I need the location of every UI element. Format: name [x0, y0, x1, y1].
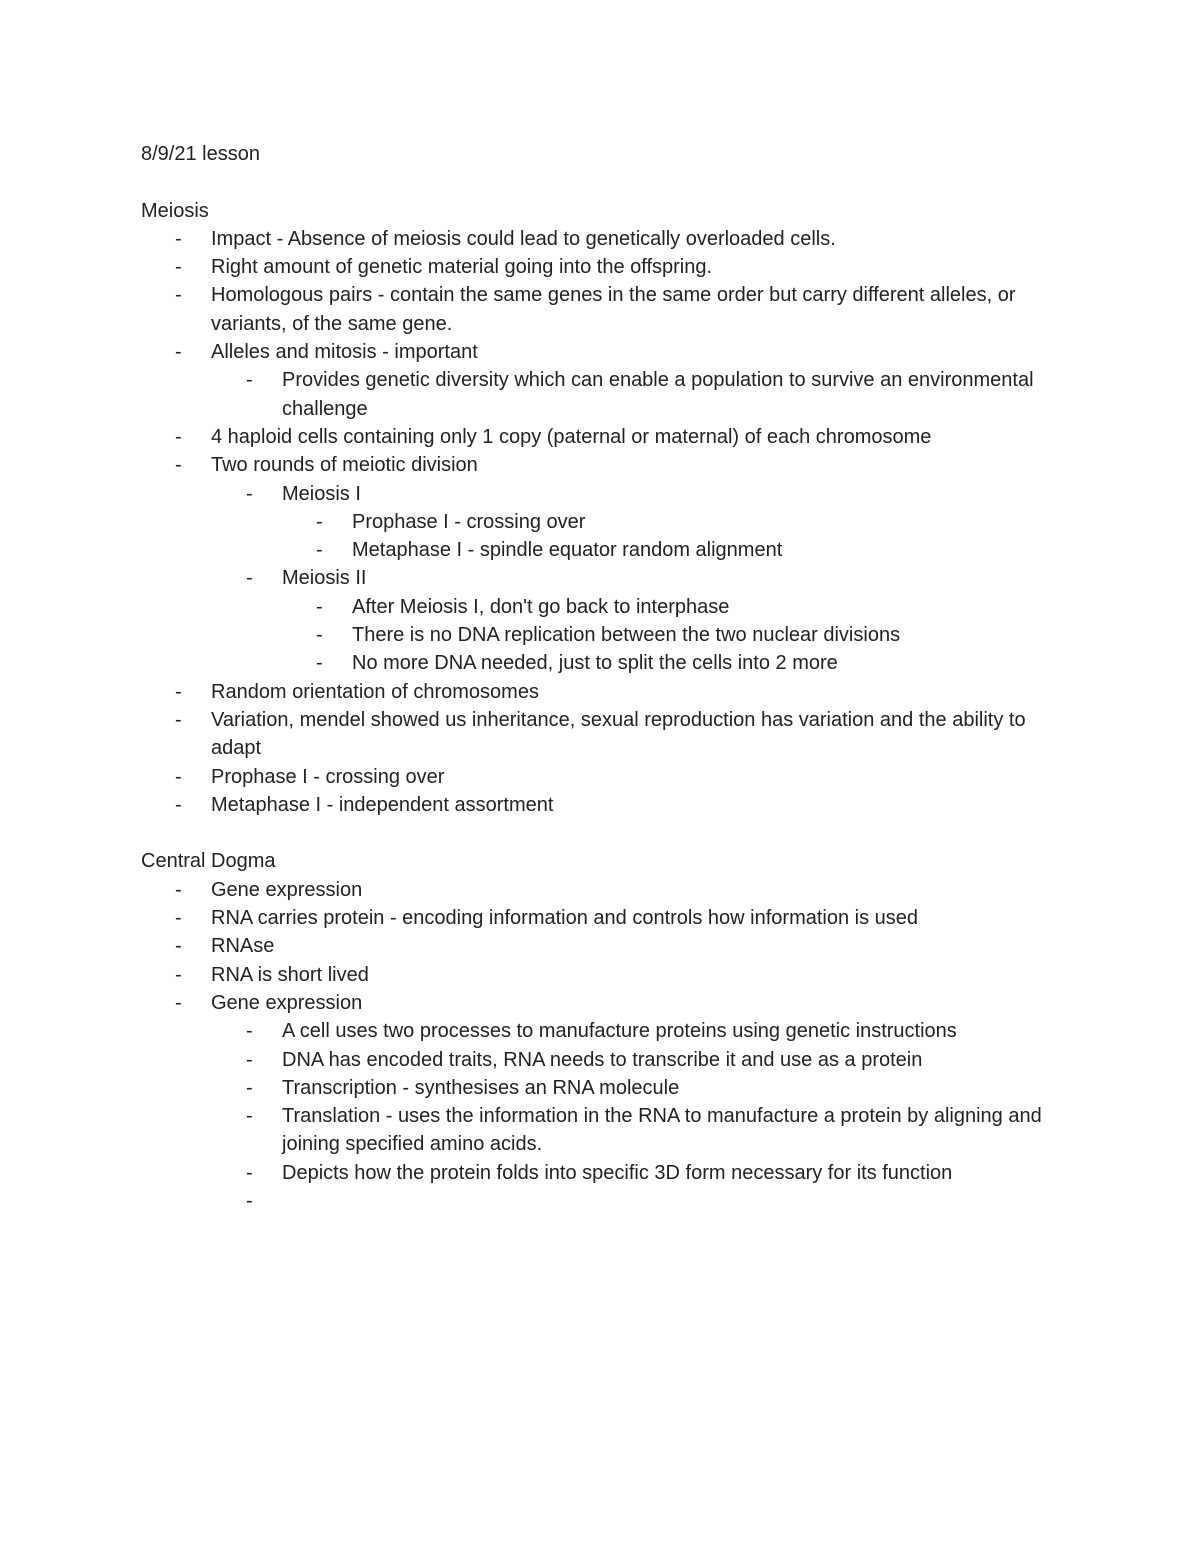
bullet-dash: -: [316, 510, 323, 533]
list-item: [141, 1017, 1071, 1045]
bullet-dash: -: [316, 652, 323, 675]
list-item: [141, 932, 1071, 960]
list-item: [141, 1187, 1071, 1215]
list-item-text: [282, 1187, 1071, 1215]
bullet-dash: -: [175, 765, 182, 788]
bullet-dash: -: [175, 425, 182, 448]
list-item: [141, 649, 1071, 677]
list-item-text: Impact - Absence of meiosis could lead to genetically overloaded cells.: [211, 227, 836, 250]
list-item-text: RNA is short lived: [211, 963, 369, 986]
list-item: [141, 366, 1071, 423]
list-item-text: Meiosis I: [282, 482, 361, 505]
list-item: [141, 904, 1071, 932]
bullet-dash: -: [175, 991, 182, 1014]
list-item: [141, 1102, 1071, 1159]
section-heading: Meiosis: [141, 199, 209, 222]
list-item-text: Gene expression: [211, 991, 363, 1014]
list-item-text: Two rounds of meiotic division: [211, 454, 478, 477]
list-item: [141, 763, 1071, 791]
list-item: [141, 536, 1071, 564]
list-item-text: Metaphase I - independent assortment: [211, 793, 554, 816]
bullet-dash: -: [246, 1048, 253, 1071]
list-item: [141, 225, 1071, 253]
list-item-text: Translation - uses the information in the RNA to manufacture a protein by aligning and joining specified amino acids.: [282, 1105, 1042, 1156]
list-item-text: Alleles and mitosis - important: [211, 341, 478, 364]
document-page: [141, 140, 1071, 1215]
list-item: [141, 989, 1071, 1017]
list-item: [141, 621, 1071, 649]
list-item-text: DNA has encoded traits, RNA needs to transcribe it and use as a protein: [282, 1048, 923, 1071]
bullet-dash: -: [246, 369, 253, 392]
list-item: [141, 706, 1071, 763]
list-item-text: Transcription - synthesises an RNA molecule: [282, 1076, 680, 1099]
document-title: 8/9/21 lesson: [141, 143, 260, 165]
bullet-dash: -: [246, 1189, 253, 1212]
bullet-dash: -: [175, 793, 182, 816]
list-item-text: After Meiosis I, don't go back to interphase: [352, 595, 730, 618]
list-item-text: Prophase I - crossing over: [211, 765, 445, 788]
list-item: [141, 961, 1071, 989]
bullet-dash: -: [246, 482, 253, 505]
section-meiosis: [141, 197, 1071, 820]
list-item-text: 4 haploid cells containing only 1 copy (paternal or maternal) of each chromosome: [211, 425, 932, 448]
bullet-dash: -: [175, 256, 182, 279]
list-item-text: Provides genetic diversity which can enable a population to survive an environmental challenge: [282, 369, 1034, 420]
list-item-text: RNAse: [211, 935, 275, 958]
list-item: [141, 423, 1071, 451]
list-item-text: Variation, mendel showed us inheritance, sexual reproduction has variation and the ability to adapt: [211, 708, 1026, 760]
list-item: [141, 1046, 1071, 1074]
bullet-dash: -: [175, 341, 182, 364]
bullet-dash: -: [246, 567, 253, 590]
list-item-text: Random orientation of chromosomes: [211, 680, 539, 703]
list-item: [141, 564, 1071, 592]
list-item-text: RNA carries protein - encoding information and controls how information is used: [211, 907, 919, 930]
list-item-text: Depicts how the protein folds into specific 3D form necessary for its function: [282, 1161, 953, 1184]
list-item-text: No more DNA needed, just to split the cells into 2 more: [352, 652, 838, 675]
list-item: [141, 791, 1071, 819]
bullet-list: [141, 225, 1071, 819]
list-item: [141, 338, 1071, 366]
list-item: [141, 1074, 1071, 1102]
bullet-dash: -: [316, 624, 323, 647]
bullet-dash: -: [175, 284, 182, 307]
bullet-dash: -: [175, 907, 182, 930]
list-item-text: Metaphase I - spindle equator random alignment: [352, 539, 783, 562]
bullet-dash: -: [175, 454, 182, 477]
bullet-dash: -: [175, 963, 182, 986]
list-item-text: Right amount of genetic material going into the offspring.: [211, 256, 713, 279]
bullet-dash: -: [246, 1105, 253, 1128]
bullet-list: [141, 876, 1071, 1216]
list-item-text: Meiosis II: [282, 567, 367, 590]
list-item: [141, 281, 1071, 338]
bullet-dash: -: [175, 935, 182, 958]
bullet-dash: -: [316, 595, 323, 618]
list-item: [141, 593, 1071, 621]
bullet-dash: -: [175, 680, 182, 703]
bullet-dash: -: [175, 708, 182, 731]
list-item: [141, 678, 1071, 706]
spacer: [141, 819, 1071, 847]
bullet-dash: -: [175, 227, 182, 250]
bullet-dash: -: [246, 1161, 253, 1184]
list-item: [141, 1159, 1071, 1187]
bullet-dash: -: [316, 539, 323, 562]
list-item: [141, 876, 1071, 904]
list-item: [141, 508, 1071, 536]
list-item-text: Homologous pairs - contain the same genes in the same order but carry different alleles, or variants, of the same gene.: [211, 284, 1016, 335]
bullet-dash: -: [175, 878, 182, 901]
list-item: [141, 480, 1071, 508]
bullet-dash: -: [246, 1076, 253, 1099]
spacer: [141, 168, 1071, 196]
section-heading: Central Dogma: [141, 850, 276, 873]
list-item: [141, 451, 1071, 479]
list-item-text: Prophase I - crossing over: [352, 510, 586, 533]
list-item-text: A cell uses two processes to manufacture proteins using genetic instructions: [282, 1020, 957, 1043]
list-item: [141, 253, 1071, 281]
bullet-dash: -: [246, 1020, 253, 1043]
list-item-text: There is no DNA replication between the two nuclear divisions: [352, 624, 901, 647]
section-central-dogma: [141, 847, 1071, 1215]
list-item-text: Gene expression: [211, 878, 363, 901]
